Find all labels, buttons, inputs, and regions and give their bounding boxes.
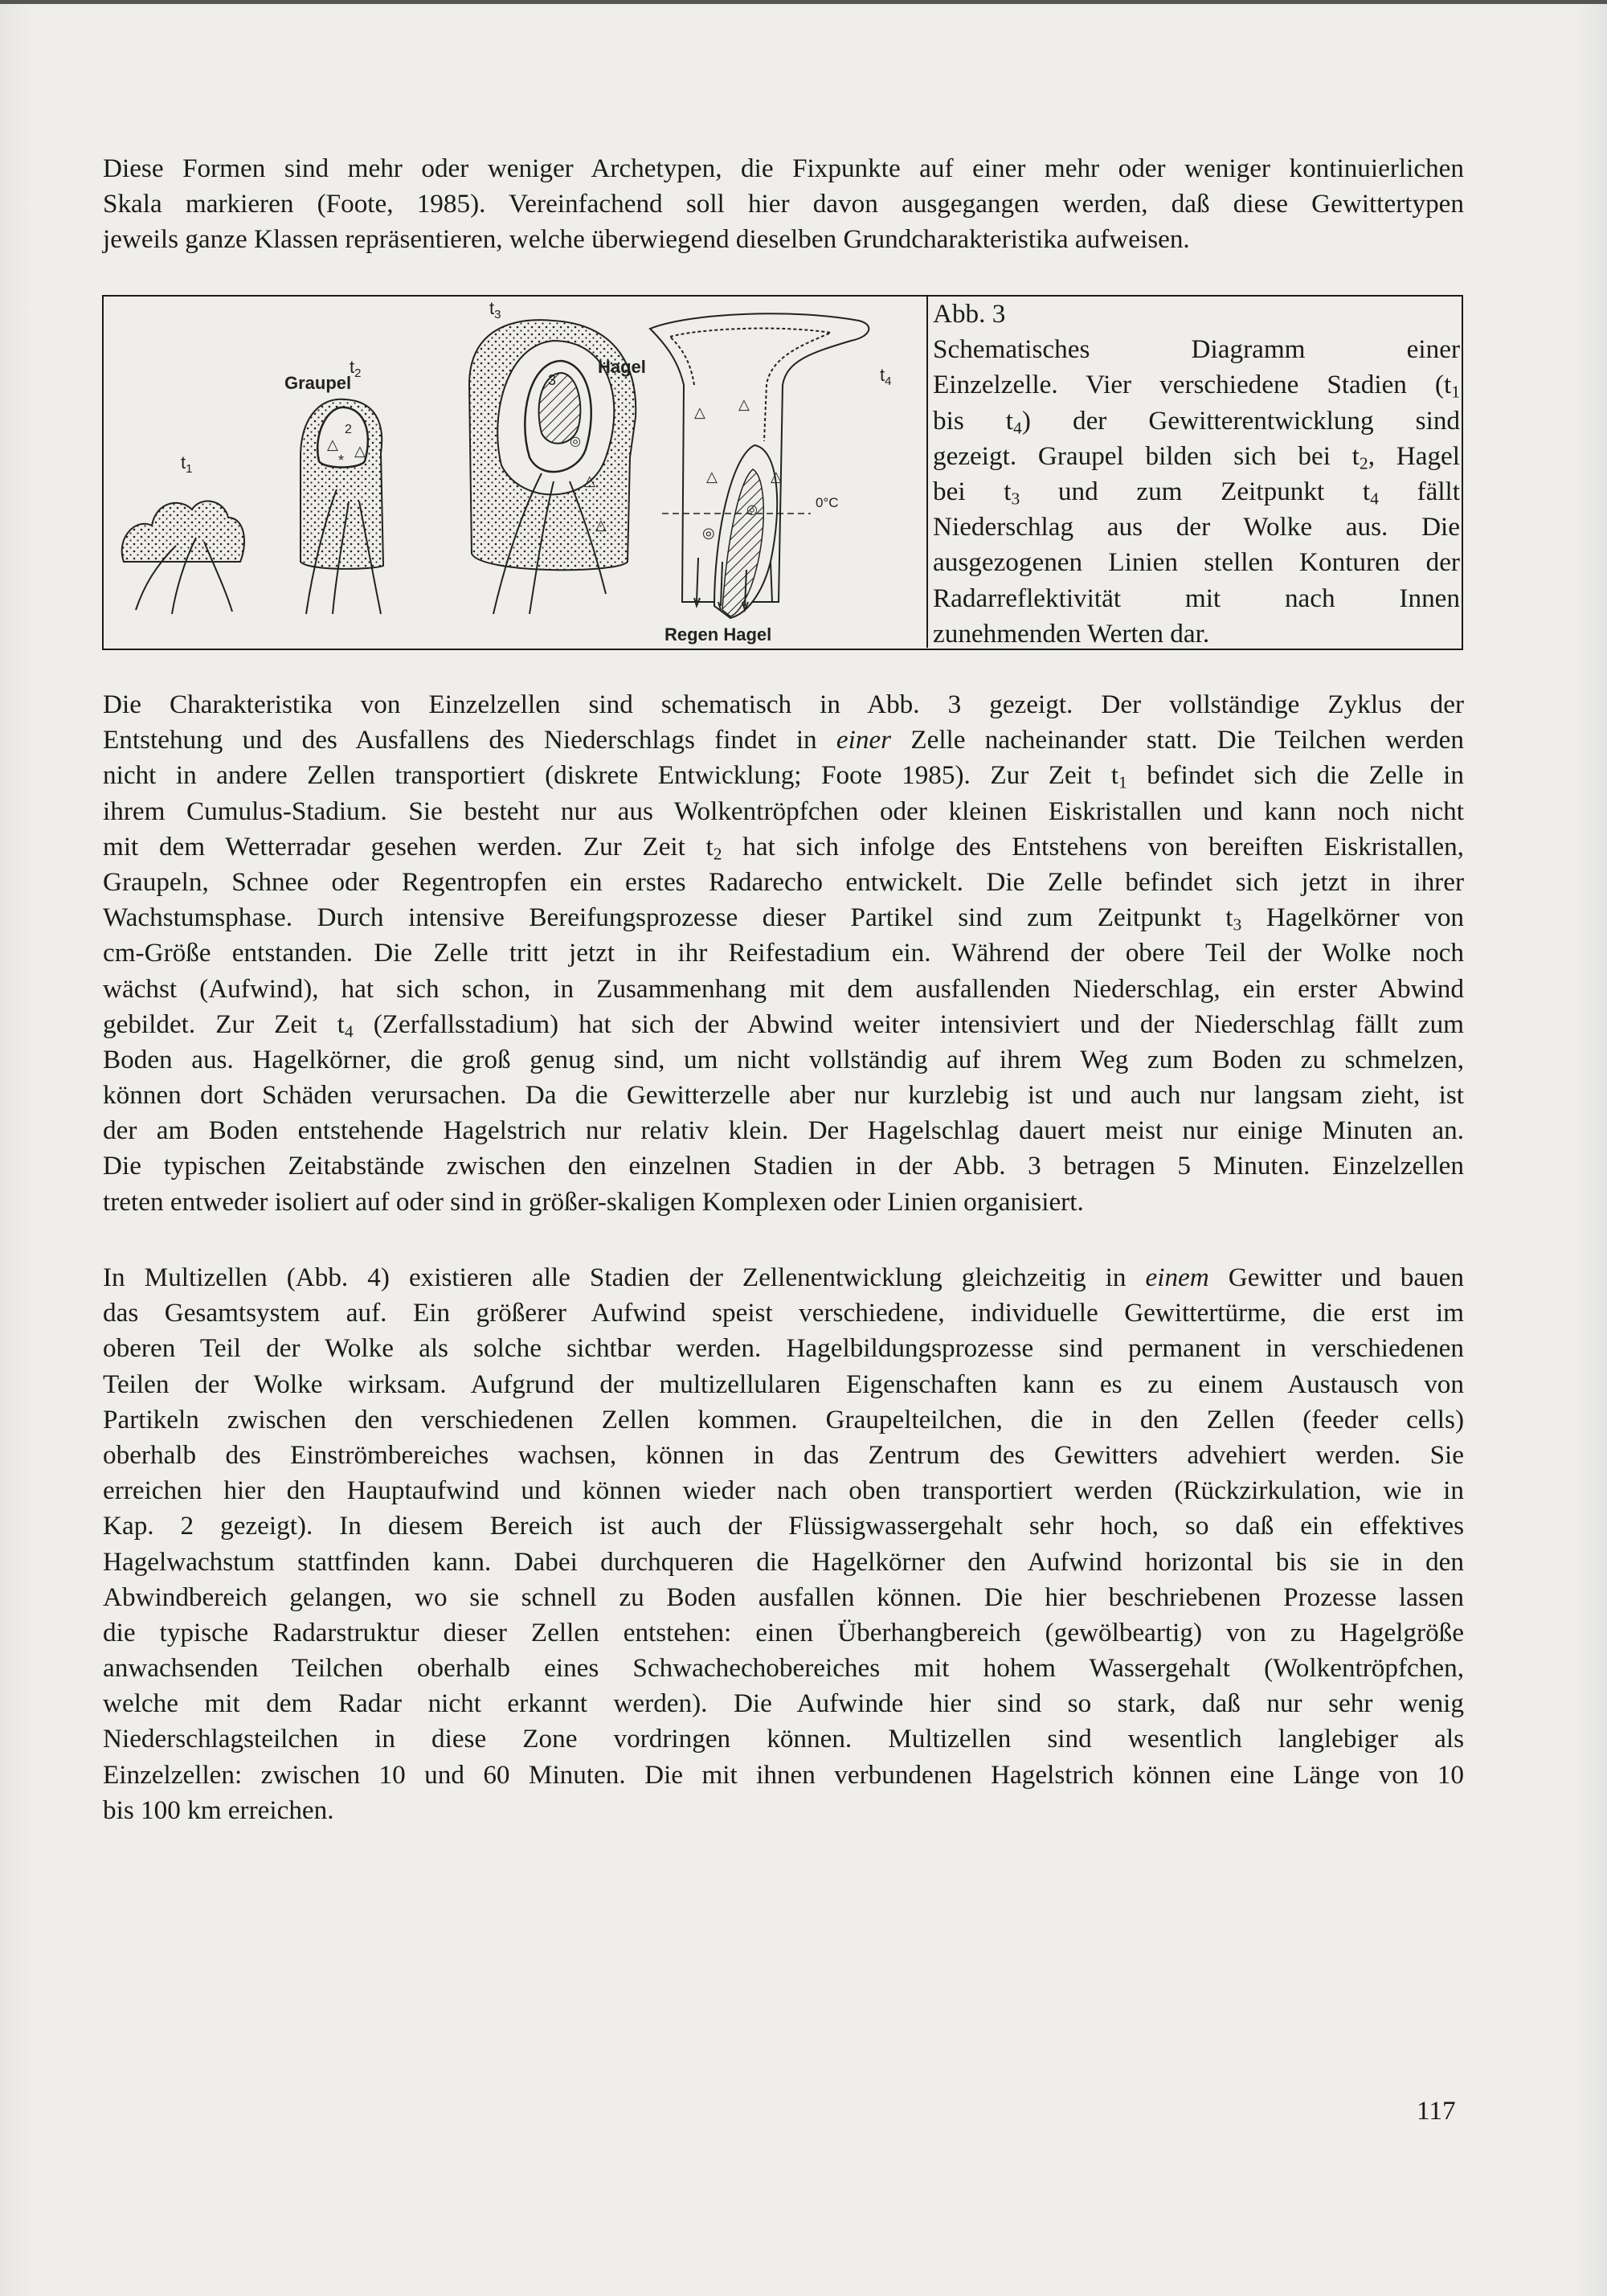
- text-line: können dort Schäden verursachen. Da die Gewitterzelle aber nur kurzlebig ist und auch nur langsam zieht, ist: [103, 1080, 1464, 1111]
- svg-text:△: △: [327, 436, 338, 452]
- svg-text:Hagel: Hagel: [598, 357, 646, 377]
- caption-title: Abb. 3: [933, 299, 1006, 329]
- text-line: Wachstumsphase. Durch intensive Bereifungsprozesse dieser Partikel sind zum Zeitpunkt $t_3$ Hagelkörner von: [103, 902, 1465, 935]
- svg-text:t4: $t_4$: [880, 365, 892, 388]
- text-line: Diese Formen sind mehr oder weniger Archetypen, die Fixpunkte auf einer mehr oder weniger kontinuierlichen: [103, 153, 1464, 183]
- text-line: Teilen der Wolke wirksam. Aufgrund der multizellularen Eigenschaften kann es zu einem Austausch von: [103, 1369, 1464, 1399]
- svg-text:△: △: [706, 469, 718, 485]
- text-line: erreichen hier den Hauptaufwind und können wieder nach oben transportiert werden (Rückzirkulation, wie in: [103, 1475, 1464, 1506]
- svg-text:◎: ◎: [702, 525, 715, 541]
- top-edge: [0, 0, 1607, 4]
- caption-line: Einzelzelle. Vier verschiedene Stadien ($t_1$: [933, 370, 1460, 402]
- stage-t3: [469, 298, 646, 614]
- caption-line: Niederschlag aus der Wolke aus. Die: [933, 512, 1460, 542]
- svg-text:△: △: [771, 469, 782, 485]
- single-cell-diagram: [104, 297, 926, 648]
- svg-text:t2: $t_2$: [350, 357, 362, 380]
- text-line: gebildet. Zur Zeit $t_4$ (Zerfallsstadium) hat sich der Abwind weiter intensiviert und der Niederschlag fällt zum: [103, 1009, 1464, 1042]
- svg-text:2: 2: [345, 423, 352, 436]
- text-line: Die Charakteristika von Einzelzellen sind schematisch in Abb. 3 gezeigt. Der vollständige Zyklus der: [103, 690, 1464, 719]
- text-line: bis 100 km erreichen.: [103, 1795, 334, 1825]
- svg-text:0°C: 0°C: [816, 495, 839, 510]
- text-line: Boden aus. Hagelkörner, die groß genug sind, um nicht vollständig auf ihrem Weg zum Boden zu schmelzen,: [103, 1044, 1464, 1074]
- svg-text:Graupel: Graupel: [284, 373, 352, 393]
- text-line: die typische Radarstruktur dieser Zellen entstehen: einen Überhangbereich (gewölbeartig) von zu Hagelgröße: [103, 1617, 1464, 1647]
- figure-abb-3: [102, 295, 1463, 650]
- text-line: Graupeln, Schnee oder Regentropfen ein erstes Radarecho entwickelt. Die Zelle befindet sich jetzt in ihrer: [103, 866, 1464, 897]
- text-line: Abwindbereich gelangen, wo sie schnell zu Boden ausfallen können. Die hier beschriebenen Prozesse lassen: [103, 1582, 1464, 1612]
- svg-text:Regen Hagel: Regen Hagel: [664, 624, 772, 645]
- text-line: jeweils ganze Klassen repräsentieren, welche überwiegend dieselben Grundcharakteristika aufweisen.: [103, 224, 1190, 255]
- paragraph-einzelzellen: [103, 687, 1464, 1220]
- caption-line: Schematisches Diagramm einer: [933, 334, 1460, 365]
- stage-t4: [650, 313, 891, 645]
- caption-line: gezeigt. Graupel bilden sich bei $t_2$, Hagel: [933, 440, 1460, 473]
- text-line: Einzelzellen: zwischen 10 und 60 Minuten. Die mit ihnen verbundenen Hagelstrich können eine Länge von 10: [103, 1759, 1464, 1790]
- svg-text:t1: $t_1$: [181, 452, 193, 476]
- svg-text:△: △: [694, 404, 705, 420]
- text-line: der am Boden entstehende Hagelstrich nur relativ klein. Der Hagelschlag dauert meist nur einige Minuten an.: [103, 1115, 1464, 1146]
- svg-text:△: △: [584, 473, 595, 489]
- text-line: In Multizellen (Abb. 4) existieren alle Stadien der Zellenentwicklung gleichzeitig in einem Gewitter und bauen: [103, 1263, 1464, 1292]
- text-line: Kap. 2 gezeigt). In diesem Bereich ist auch der Flüssigwassergehalt sehr hoch, so daß ein effektives: [103, 1511, 1464, 1541]
- svg-text:△: △: [738, 396, 750, 412]
- text-line: Entstehung und des Ausfallens des Niederschlags findet in einer Zelle nacheinander statt. Die Teilchen werden: [103, 725, 1464, 755]
- text-line: oberen Teil der Wolke als solche sichtbar werden. Hagelbildungsprozesse sind permanent in verschiedenen: [103, 1333, 1464, 1364]
- text-line: Skala markieren (Foote, 1985). Vereinfachend soll hier davon ausgegangen werden, daß diese Gewittertypen: [103, 189, 1464, 219]
- text-line: Die typischen Zeitabstände zwischen den einzelnen Stadien in der Abb. 3 betragen 5 Minuten. Einzelzellen: [103, 1151, 1464, 1181]
- caption-line: bis $t_4$) der Gewitterentwicklung sind: [933, 405, 1461, 437]
- stage-t1: [122, 452, 244, 614]
- svg-text:*: *: [338, 452, 345, 469]
- svg-text:3: 3: [548, 372, 557, 388]
- text-line: Hagelwachstum stattfinden kann. Dabei durchqueren die Hagelkörner den Aufwind horizontal bis sie in den: [103, 1546, 1464, 1577]
- text-line: das Gesamtsystem auf. Ein größerer Aufwind speist verschiedene, individuelle Gewittertürme, die erst im: [103, 1298, 1464, 1328]
- figure-caption: [933, 297, 1460, 652]
- text-line: Partikeln zwischen den verschiedenen Zellen kommen. Graupelteilchen, die in den Zellen (feeder cells): [103, 1404, 1464, 1434]
- text-line: welche mit dem Radar nicht erkannt werden). Die Aufwinde hier sind so stark, daß nur sehr wenig: [103, 1688, 1464, 1719]
- text-line: cm-Größe entstanden. Die Zelle tritt jetzt in ihr Reifestadium ein. Während der obere Teil der Wolke noch: [103, 938, 1464, 968]
- svg-text:△: △: [354, 443, 366, 459]
- caption-line: zunehmenden Werten dar.: [933, 618, 1210, 649]
- svg-text:◎: ◎: [570, 435, 581, 448]
- text-line: nicht in andere Zellen transportiert (diskrete Entwicklung; Foote 1985). Zur Zeit $t_1$ befindet sich die Zelle in: [103, 760, 1464, 792]
- text-line: wächst (Aufwind), hat sich schon, in Zusammenhang mit dem ausfallenden Niederschlag, ein erster Abwind: [103, 973, 1464, 1004]
- svg-text:t3: $t_3$: [489, 298, 501, 321]
- text-line: oberhalb des Einströmbereiches wachsen, können in das Zentrum des Gewitters advehiert werden. Sie: [103, 1439, 1464, 1470]
- svg-text:◎: ◎: [746, 503, 758, 517]
- page-number: 117: [1417, 2096, 1456, 2126]
- paragraph-intro: [103, 151, 1464, 258]
- svg-text:△: △: [595, 517, 607, 533]
- caption-line: Radarreflektivität mit nach Innen: [933, 583, 1460, 613]
- text-line: treten entweder isoliert auf oder sind in größer-skaligen Komplexen oder Linien organisiert.: [103, 1186, 1084, 1217]
- paragraph-multizellen: [103, 1260, 1464, 1828]
- caption-line: ausgezogenen Linien stellen Konturen der: [933, 547, 1460, 578]
- caption-line: bei $t_3$ und zum Zeitpunkt $t_4$ fällt: [933, 476, 1461, 509]
- text-line: anwachsenden Teilchen oberhalb eines Schwachechobereiches mit hohem Wassergehalt (Wolkentröpfchen,: [103, 1653, 1464, 1684]
- stage-t2: [284, 357, 383, 614]
- figure-diagram: [104, 297, 928, 648]
- text-line: ihrem Cumulus-Stadium. Sie besteht nur aus Wolkentröpfchen oder kleinen Eiskristallen und kann noch nicht: [103, 796, 1464, 826]
- text-line: mit dem Wetterradar gesehen werden. Zur Zeit $t_2$ hat sich infolge des Entstehens von bereiften Eiskristallen,: [103, 831, 1464, 864]
- text-line: Niederschlagsteilchen in diese Zone vordringen können. Multizellen sind wesentlich langlebiger als: [103, 1724, 1464, 1754]
